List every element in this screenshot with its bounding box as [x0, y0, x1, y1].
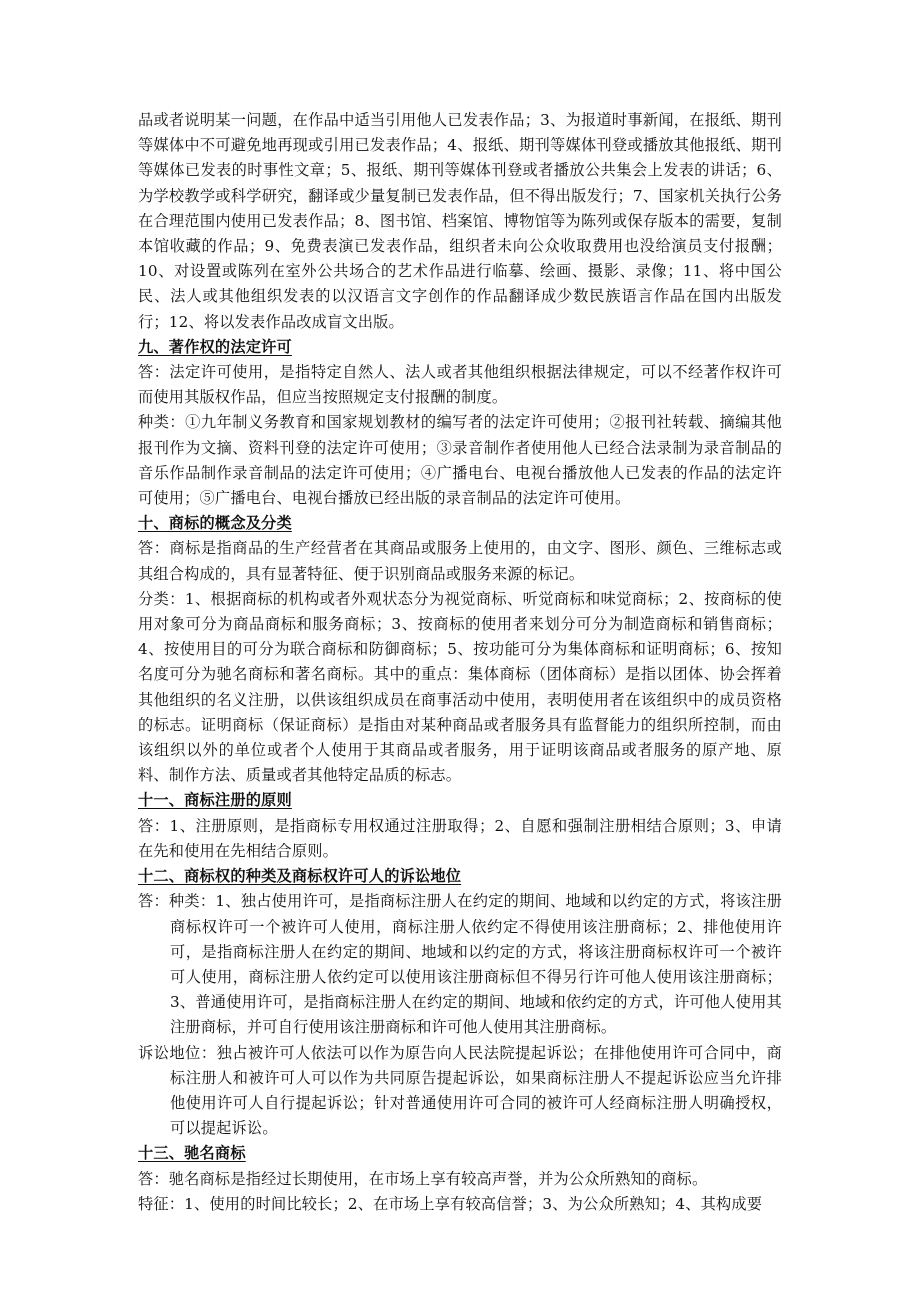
document-page	[138, 108, 782, 1217]
section-13-answer: 答：驰名商标是指经过长期使用，在市场上享有较高声誉，并为公众所熟知的商标。	[138, 1169, 708, 1188]
section-11-answer: 答：1、注册原则，是指商标专用权通过注册取得；2、自愿和强制注册相结合原则；3、申请在先和使用在先相结合原则。	[138, 816, 782, 860]
section-10-classification: 分类：1、根据商标的机构或者外观状态分为视觉商标、听觉商标和味觉商标；2、按商标的使用对象可分为商品商标和服务商标；3、按商标的使用者来划分可分为制造商标和销售商标；4、按使用目的可分为联合商标和防御商标；5、按功能可分为集体商标和证明商标；6、按知名度可分为驰名商标和著名商标。其中的重点：集体商标（团体商标）是指以团体、协会挥着其他组织的名义注册，以供该组织成员在商事活动中使用，表明使用者在该组织中的成员资格的标志。证明商标（保证商标）是指由对某种商品或者服务具有监督能力的组织所控制，而由该组织以外的单位或者个人使用于其商品或者服务，用于证明该商品或者服务的原产地、原料、制作方法、质量或者其他特定品质的标志。	[138, 589, 782, 785]
intro-paragraph: 品或者说明某一问题，在作品中适当引用他人已发表作品；3、为报道时事新闻，在报纸、期刊等媒体中不可避免地再现或引用已发表作品；4、报纸、期刊等媒体刊登或播放其他报纸、期刊等媒体已发表的时事性文章；5、报纸、期刊等媒体刊登或者播放公共集会上发表的讲话；6、为学校教学或科学研究，翻译或少量复制已发表作品，但不得出版发行；7、国家机关执行公务在合理范围内使用已发表作品；8、图书馆、档案馆、博物馆等为陈列或保存版本的需要，复制本馆收藏的作品；9、免费表演已发表作品，组织者未向公众收取费用也没给演员支付报酬；10、对设置或陈列在室外公共场合的艺术作品进行临摹、绘画、摄影、录像；11、将中国公民、法人或其他组织发表的以汉语言文字创作的作品翻译成少数民族语言作品在国内出版发行；12、将以发表作品改成盲文出版。	[138, 111, 782, 331]
section-9-types: 种类：①九年制义务教育和国家规划教材的编写者的法定许可使用；②报刊社转载、摘编其他报刊作为文摘、资料刊登的法定许可使用；③录音制作者使用他人已经合法录制为录音制品的音乐作品制作录音制品的法定许可使用；④广播电台、电视台播放他人已发表的作品的法定许可使用；⑤广播电台、电视台播放已经出版的录音制品的法定许可使用。	[138, 413, 782, 508]
section-10-heading: 十、商标的概念及分类	[138, 514, 292, 533]
section-13-heading: 十三、驰名商标	[138, 1144, 246, 1163]
section-12-types: 答：种类：1、独占使用许可，是指商标注册人在约定的期间、地域和以约定的方式，将该注册商标权许可一个被许可人使用，商标注册人依约定不得使用该注册商标；2、排他使用许可，是指商标注册人在约定的期间、地域和以约定的方式，将该注册商标权许可一个被许可人使用，商标注册人依约定可以使用该注册商标但不得另行许可他人使用该注册商标；3、普通使用许可，是指商标注册人在约定的期间、地域和依约定的方式，许可他人使用其注册商标，并可自行使用该注册商标和许可他人使用其注册商标。	[138, 892, 782, 1037]
section-12-litigation: 诉讼地位：独占被许可人依法可以作为原告向人民法院提起诉讼；在排他使用许可合同中，商标注册人和被许可人可以作为共同原告提起诉讼，如果商标注册人不提起诉讼应当允许排他使用许可人自行提起诉讼；针对普通使用许可合同的被许可人经商标注册人明确授权，可以提起诉讼。	[138, 1043, 782, 1138]
section-13-features: 特征：1、使用的时间比较长；2、在市场上享有较高信誉；3、为公众所熟知；4、其构成要	[138, 1194, 763, 1213]
section-9-answer: 答：法定许可使用，是指特定自然人、法人或者其他组织根据法律规定，可以不经著作权许可而使用其版权作品，但应当按照规定支付报酬的制度。	[138, 363, 782, 407]
section-9-heading: 九、著作权的法定许可	[138, 337, 292, 356]
section-10-answer: 答：商标是指商品的生产经营者在其商品或服务上使用的，由文字、图形、颜色、三维标志或其组合构成的，具有显著特征、便于识别商品或服务来源的标记。	[138, 539, 782, 583]
section-12-heading: 十二、商标权的种类及商标权许可人的诉讼地位	[138, 867, 462, 886]
section-11-heading: 十一、商标注册的原则	[138, 791, 292, 810]
